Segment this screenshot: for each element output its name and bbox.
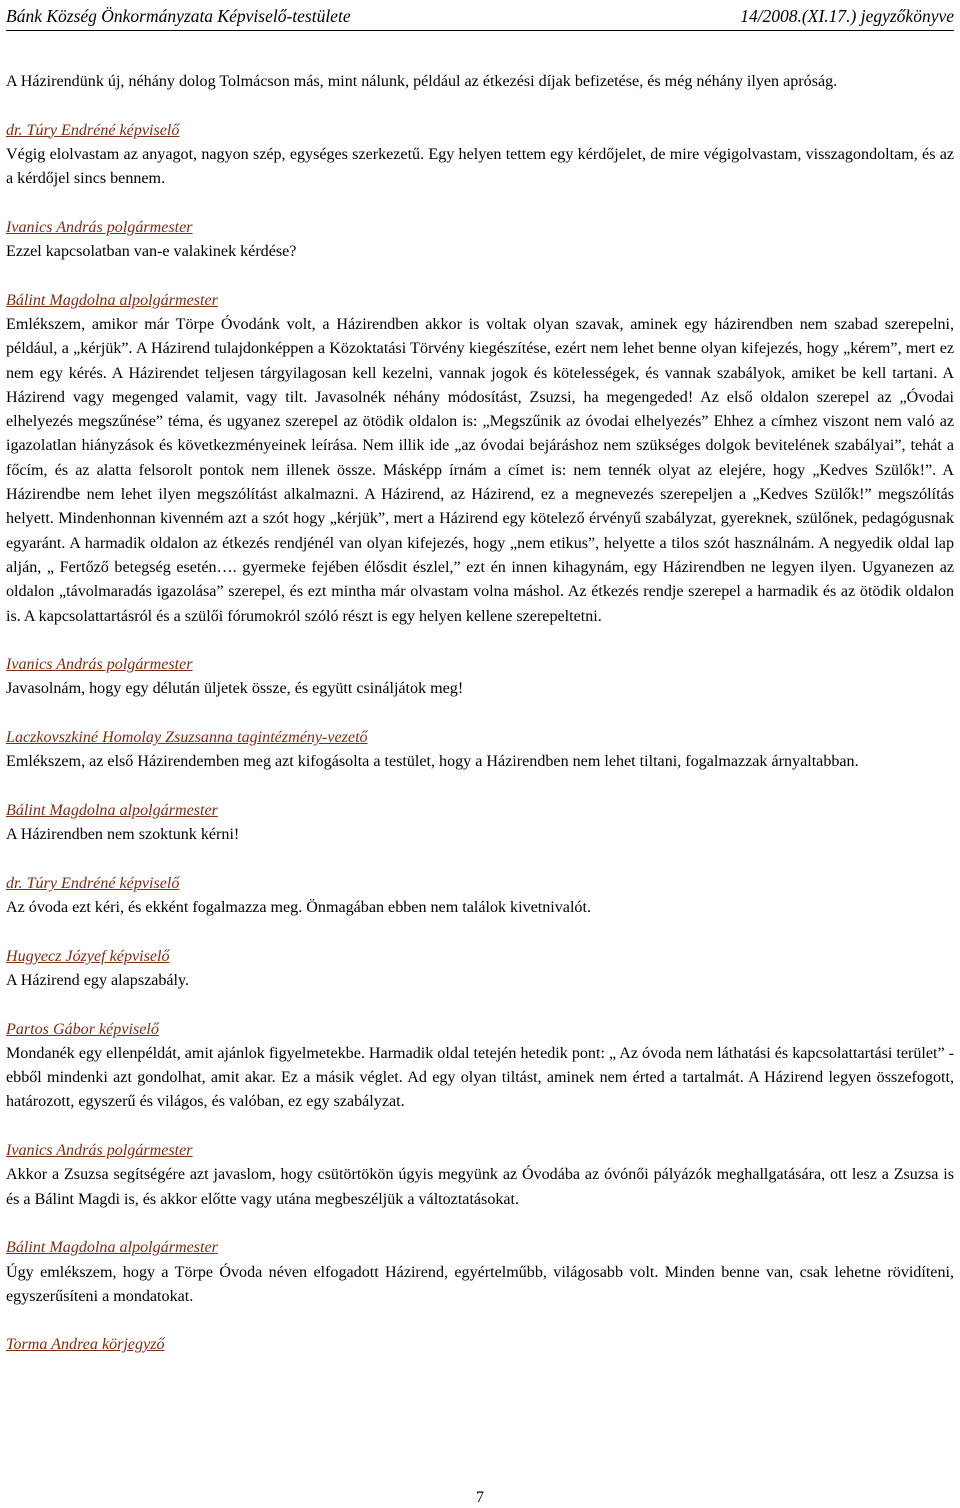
- entry-text: Akkor a Zsuzsa segítségére azt javaslom, hogy csütörtökön úgyis megyünk az Óvodába az óvónői pályázók meghallgatására, ott lesz a Zsuzsa is és a Bálint Magdi is, és akkor előtte vagy utána megbeszéljük a változtatásokat.: [6, 1166, 954, 1208]
- entry-text: Javasolnám, hogy egy délután üljetek össze, és együtt csináljátok meg!: [6, 680, 464, 698]
- minutes-body: [6, 70, 954, 1382]
- speaker-name: Ivanics András polgármester: [6, 218, 193, 236]
- entry-text: Az óvoda ezt kéri, és ekként fogalmazza meg. Önmagában ebben nem találok kivetnivalót.: [6, 899, 591, 917]
- entry-text: Emlékszem, amikor már Törpe Óvodánk volt, a Házirendben akkor is voltak olyan szavak, aminek egy házirendben nem szabad szerepelni, például, a „kérjük”. A Házirend tulajdonképpen a Közoktatási Törvény kiegészítése, ezért nem lehet benne olyan kifejezés, hogy „kérem”, mert ez nem egy kérés. A Házirendet teljesen tárgyilagosan kell kezelni, vannak jogok és kötelességek, és vannak szabályok, amiket be kell tartani. A Házirend vagy megenged valamit, vagy tilt. Javasolnék néhány módosítást, Zsuzsi, ha megengeded! Az első oldalon szerepel az „Óvodai elhelyezés megszűnése” téma, és ugyanez szerepel az ötödik oldalon is: „Megszűnik az óvodai elhelyezés” Ehhez a címhez viszont nem való az igazolatlan hiányzások és következményeinek leírása. Nem illik ide „az óvodai bejáráshoz nem szükséges dolgok bevitelének szabályai”, tehát a főcím, és az alatta felsorolt pontok nem illenek össze. Másképp írnám a címet is: nem tennék olyat az elejére, hogy „Kedves Szülők!”. A Házirendbe nem lehet ilyen megszólítást alkalmazni. A Házirend, az Házirend, ez a megnevezés szerepeljen a „Kedves Szülők!” megszólítás helyett. Mindenhonnan kivenném azt a szót hogy „kérjük”, mert a Házirend egy kötelező érvényű szabályzat, gyereknek, szülőnek, pedagógusnak egyaránt. A harmadik oldalon az étkezés rendjénél van olyan kifejezés, hogy „nem etikus”, helyette a tilos szót használnám. A negyedik oldal lap alján, „ Fertőző betegség esetén…. gyermeke fejében élősdit észlel,” ezt én innen kihagynám, egy Házirendben ne legyen ilyen. Ugyanezen az oldalon „távolmaradás igazolása” szerepel, és ezt mintha már olvastam volna máshol. Az étkezés rendje szerepel a harmadik és az ötödik oldalon is. A kapcsolattartásról és a szülői fórumokról szóló részt is egy helyen kellene szerepeltetni.: [6, 315, 954, 625]
- speaker-name: Bálint Magdolna alpolgármester: [6, 291, 218, 309]
- entry-text: Úgy emlékszem, hogy a Törpe Óvoda néven elfogadott Házirend, egyértelműbb, világosabb volt. Minden benne van, csak lehetne rövidíteni, egyszerűsíteni a mondatokat.: [6, 1263, 954, 1305]
- minutes-entry: [6, 70, 954, 94]
- speaker-name: Ivanics András polgármester: [6, 656, 193, 674]
- page-header: [6, 4, 954, 31]
- page-number: 7: [476, 1489, 484, 1506]
- minutes-entry: [6, 1236, 954, 1309]
- speaker-name: Laczkovszkiné Homolay Zsuzsanna tagintézmény-vezető: [6, 729, 368, 747]
- speaker-name: Hugyecz Józyef képviselő: [6, 947, 170, 965]
- header-minutes-id: 14/2008.(XI.17.) jegyzőkönyve: [740, 6, 954, 26]
- speaker-name: Bálint Magdolna alpolgármester: [6, 801, 218, 819]
- entry-text: Végig elolvastam az anyagot, nagyon szép, egységes szerkezetű. Egy helyen tettem egy kérdőjelet, de mire végigolvastam, visszagondoltam, és az a kérdőjel sincs bennem.: [6, 145, 954, 188]
- entry-text: A Házirendünk új, néhány dolog Tolmácson más, mint nálunk, például az étkezési díjak befizetése, és még néhány ilyen apróság.: [6, 73, 838, 90]
- entry-text: A Házirend egy alapszabály.: [6, 971, 190, 989]
- minutes-entry: [6, 289, 954, 629]
- speaker-name: Bálint Magdolna alpolgármester: [6, 1239, 218, 1257]
- speaker-name: dr. Túry Endréné képviselő: [6, 874, 180, 892]
- speaker-name: Ivanics András polgármester: [6, 1142, 193, 1160]
- minutes-entry: [6, 799, 954, 848]
- minutes-entry: [6, 1333, 954, 1357]
- minutes-entry: [6, 119, 954, 192]
- minutes-entry: [6, 1139, 954, 1212]
- entry-text: A Házirendben nem szoktunk kérni!: [6, 826, 240, 844]
- minutes-entry: [6, 945, 954, 994]
- entry-text: Emlékszem, az első Házirendemben meg azt kifogásolta a testület, hogy a Házirendben nem lehet tiltani, fogalmazzak árnyaltabban.: [6, 753, 859, 771]
- minutes-entry: [6, 1018, 954, 1115]
- minutes-entry: [6, 726, 954, 775]
- minutes-entry: [6, 872, 954, 921]
- entry-text: Ezzel kapcsolatban van-e valakinek kérdése?: [6, 243, 297, 261]
- speaker-name: dr. Túry Endréné képviselő: [6, 121, 180, 139]
- minutes-entry: [6, 216, 954, 265]
- speaker-name: Partos Gábor képviselő: [6, 1020, 159, 1038]
- minutes-entry: [6, 653, 954, 702]
- entry-text: Mondanék egy ellenpéldát, amit ajánlok figyelmetekbe. Harmadik oldal tetején hetedik pont: „ Az óvoda nem láthatási és kapcsolattartási terület” - ebből mindenki azt gondolhat, amit akar. Ez a másik véglet. Ad egy olyan tiltást, aminek nem érted a tartalmát. A Házirend legyen összefogott, határozott, egyszerű és világos, és valóban, ez egy szabályzat.: [6, 1044, 954, 1111]
- header-title: Bánk Község Önkormányzata Képviselő-testülete: [6, 6, 351, 26]
- speaker-name: Torma Andrea körjegyző: [6, 1336, 165, 1354]
